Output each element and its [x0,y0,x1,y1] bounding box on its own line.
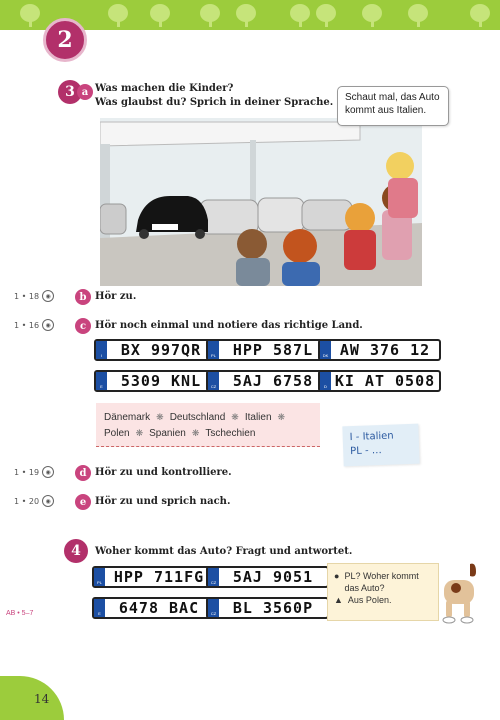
sub-letter-d: d [75,465,91,481]
license-plate [318,339,441,361]
dialog-answer [334,594,432,606]
eu-band [320,341,331,359]
paw-icon: ❋ [135,427,144,438]
triangle-marker: ▲ [334,595,343,605]
cd-icon: ◉ [42,319,54,331]
country-code: E [98,611,101,616]
paw-icon: ❋ [156,411,164,422]
tree-icon [150,4,170,22]
word-row [104,425,312,441]
eu-band [208,599,219,617]
audio-track-label: 1 • 18 [14,291,40,301]
dialog-question-text: PL? Woher kommt das Auto? [344,571,419,593]
audio-reference-d[interactable] [14,466,54,478]
illustration-parking-lot [100,118,422,286]
license-plate [94,339,217,361]
country-word: Polen [104,427,130,439]
instruction-4: Woher kommt das Auto? Fragt und antwortet. [95,546,353,557]
eu-band [208,341,219,359]
eu-band [320,372,331,390]
plate-number: 5309 KNL [120,372,202,390]
example-note [342,424,419,467]
exercise-number-3: 3 [58,80,82,104]
plate-number: HPP 711FG [113,568,205,586]
dialog-question [334,570,432,594]
instruction-3a [95,82,333,110]
instruction-line: Was glaubst du? Sprich in deiner Sprache. [95,97,334,108]
dialog-answer-text: Aus Polen. [347,595,392,605]
country-code: E [100,384,103,389]
plate-number: BL 3560P [232,599,314,617]
eu-band [208,568,219,586]
cd-icon: ◉ [42,466,54,478]
country-code: CZ [210,384,217,389]
paw-icon: ❋ [231,411,239,422]
tree-icon [108,4,128,22]
bubble-line: Schaut mal, das Auto [345,92,440,103]
dialog-box [327,563,439,621]
country-word: Dänemark [104,411,151,423]
exercise-number-4: 4 [64,539,88,563]
paw-icon: ❋ [277,411,286,422]
cd-icon: ◉ [42,495,54,507]
eu-band [96,341,107,359]
audio-track-label: 1 • 16 [14,320,40,330]
page-number: 14 [0,676,64,720]
sub-letter-e: e [75,494,91,510]
tree-icon [470,4,490,22]
audio-reference-e[interactable] [14,495,54,507]
tree-icon [362,4,382,22]
audio-reference-b[interactable] [14,290,54,302]
license-plate [318,370,441,392]
license-plate [206,370,329,392]
eu-band [94,599,105,617]
tree-icon [20,4,40,22]
country-code: DK [322,353,329,358]
bullet-marker: ● [334,571,340,581]
license-plate [206,566,329,588]
country-code: CZ [210,580,217,585]
country-word-box [96,403,320,447]
unit-badge: 2 [43,18,87,62]
country-word: Italien [244,411,272,423]
sub-letter-b: b [75,289,91,305]
instruction-3d: Hör zu und kontrolliere. [95,467,232,478]
bubble-line: kommt aus Italien. [345,105,427,116]
license-plate [206,339,329,361]
country-code: PL [211,353,216,358]
audio-track-label: 1 • 20 [14,496,40,506]
plate-number: KI AT 0508 [334,372,436,390]
license-plate [92,566,215,588]
plate-number: AW 376 12 [339,341,431,359]
country-code: D [324,384,327,389]
note-line: I - Italien [349,430,394,444]
instruction-3c: Hör noch einmal und notiere das richtige Land. [95,320,363,331]
tree-icon [200,4,220,22]
plate-number: 6478 BAC [118,599,200,617]
plate-number: BX 997QR [120,341,202,359]
instruction-3b: Hör zu. [95,291,137,302]
audio-reference-c[interactable] [14,319,54,331]
license-plate [206,597,329,619]
dog-icon [440,562,482,624]
tree-icon [316,4,336,22]
country-word: Spanien [149,427,186,439]
tree-icon [236,4,256,22]
sub-letter-a: a [77,84,93,100]
country-word: Tschechien [205,427,256,439]
plate-number: HPP 587L [232,341,314,359]
instruction-line: Was machen die Kinder? [95,83,234,94]
workbook-reference: AB • 5–7 [6,610,34,617]
paw-icon: ❋ [191,427,200,438]
note-line: PL - … [350,444,382,458]
word-row [104,409,312,425]
license-plate [92,597,215,619]
eu-band [208,372,219,390]
audio-track-label: 1 • 19 [14,467,40,477]
eu-band [94,568,105,586]
license-plate [94,370,217,392]
tree-icon [290,4,310,22]
tree-icon [408,4,428,22]
country-code: CZ [210,611,217,616]
instruction-3e: Hör zu und sprich nach. [95,496,231,507]
speech-bubble [337,86,449,126]
country-code: I [100,353,103,358]
plate-number: 5AJ 6758 [232,372,314,390]
eu-band [96,372,107,390]
plate-number: 5AJ 9051 [232,568,314,586]
sub-letter-c: c [75,318,91,334]
cd-icon: ◉ [42,290,54,302]
country-code: PL [97,580,102,585]
country-word: Deutschland [169,411,226,423]
